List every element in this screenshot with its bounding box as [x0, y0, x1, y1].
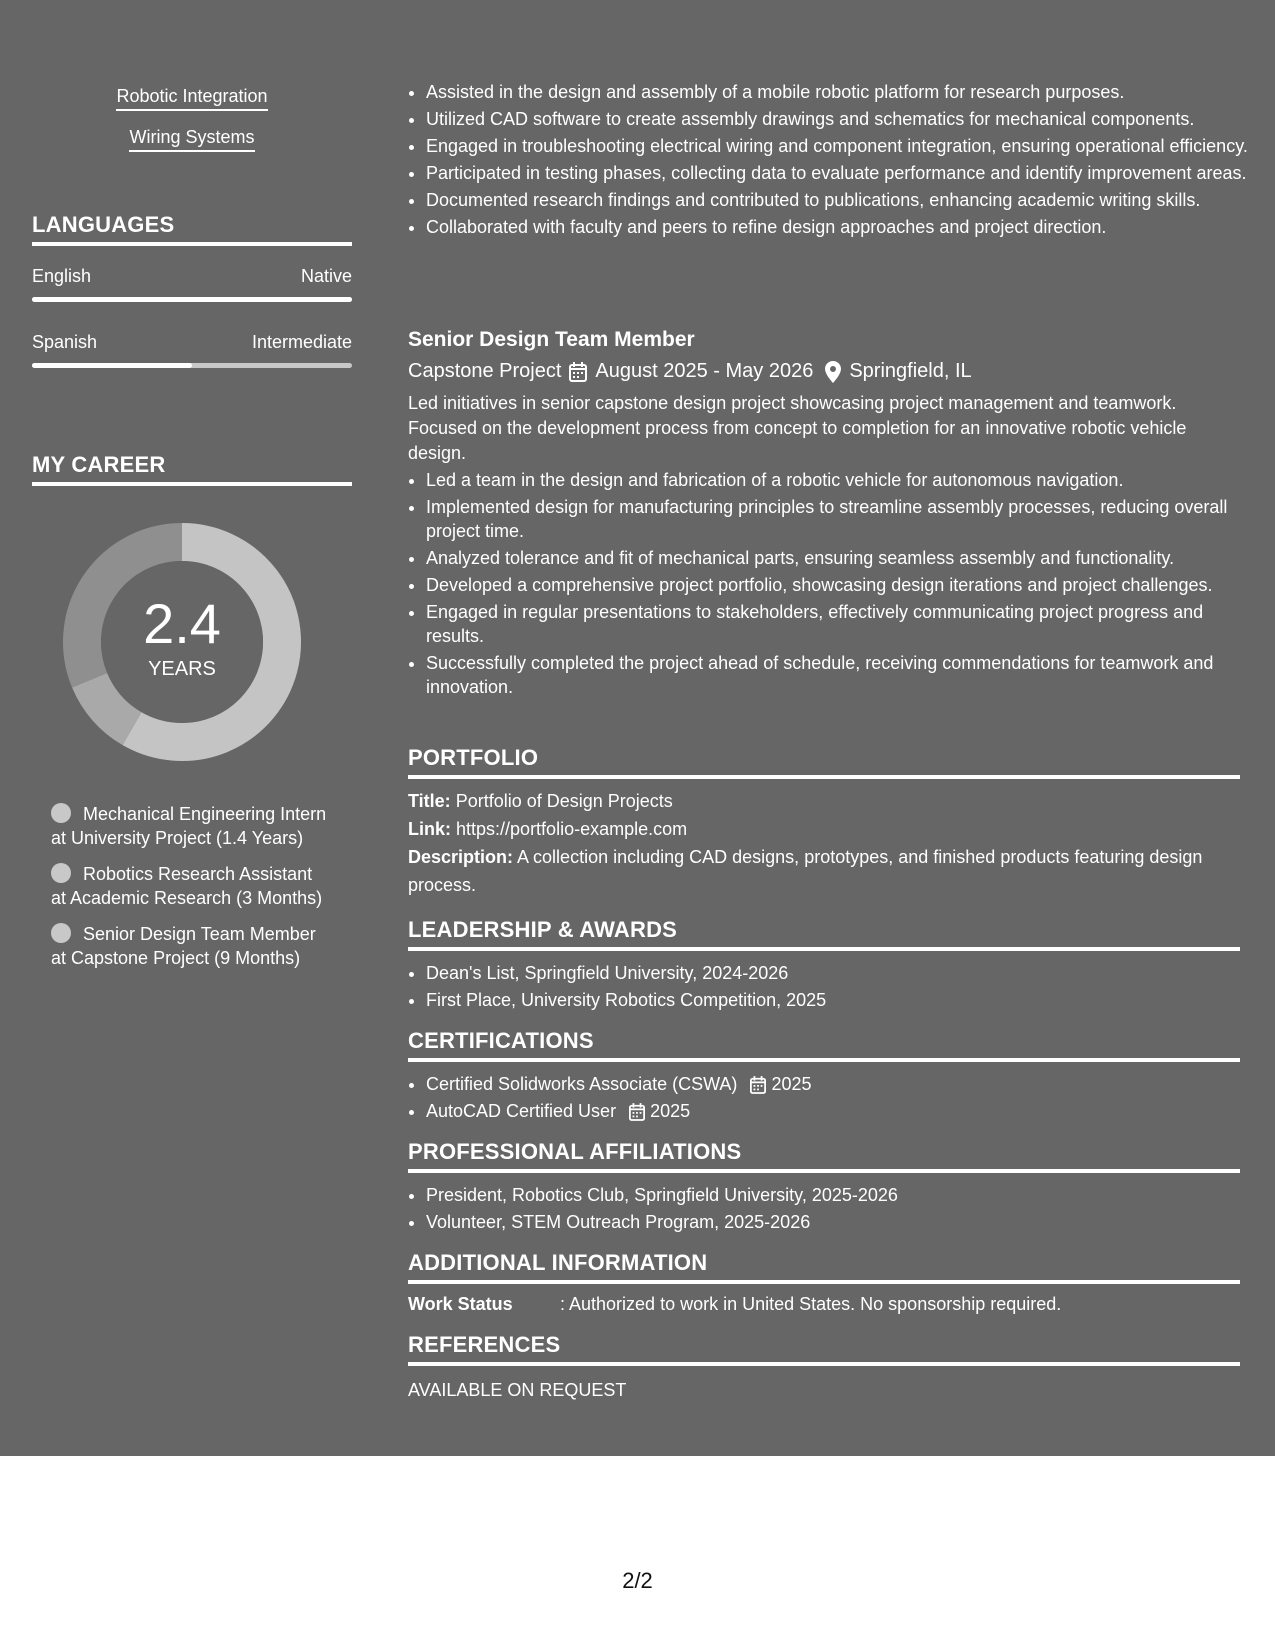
career-legend-item: Robotics Research Assistant at Academic Research (3 Months) [51, 864, 323, 908]
legend-dot [51, 803, 71, 823]
section-title: MY CAREER [32, 452, 352, 486]
list-item: • Certified Solidworks Associate (CSWA) 2025 [426, 1072, 1240, 1096]
skill-item: Wiring Systems [32, 127, 352, 152]
awards-section [408, 917, 1240, 1015]
work-status-row [408, 1294, 1240, 1315]
section-title: REFERENCES [408, 1332, 1240, 1366]
portfolio-link-row: Link: https://portfolio-example.com [408, 819, 688, 839]
job-entry [408, 328, 1240, 702]
list-item: • Participated in testing phases, collecting data to evaluate performance and identify improvement areas. [426, 161, 1258, 185]
list-item: • Developed a comprehensive project portfolio, showcasing design iterations and project challenges. [426, 573, 1240, 597]
job-location: Springfield, IL [849, 360, 972, 382]
page-number: 2/2 [622, 1568, 653, 1593]
languages-section [32, 212, 352, 368]
list-item: • Engaged in regular presentations to stakeholders, effectively communicating project progress and results. [426, 600, 1240, 648]
job-meta [408, 360, 1240, 383]
language-name: Spanish [32, 332, 98, 352]
section-title: PORTFOLIO [408, 745, 1240, 779]
section-title: ADDITIONAL INFORMATION [408, 1250, 1240, 1284]
career-donut [62, 522, 302, 762]
affiliations-section [408, 1139, 1240, 1237]
legend-dot [51, 863, 71, 883]
calendar-icon [750, 1076, 766, 1094]
list-item: • Engaged in troubleshooting electrical wiring and component integration, ensuring operational efficiency. [426, 134, 1258, 158]
list-item: • First Place, University Robotics Competition, 2025 [426, 988, 1240, 1012]
calendar-icon [629, 1103, 645, 1121]
list-item: • Documented research findings and contributed to publications, enhancing academic writing skills. [426, 188, 1258, 212]
research-bullets [408, 80, 1258, 242]
skills-list [32, 86, 352, 152]
list-item: • President, Robotics Club, Springfield University, 2025-2026 [426, 1183, 1240, 1207]
career-years-value: 2.4 [143, 592, 221, 655]
certifications-list [408, 1072, 1240, 1123]
career-section [32, 452, 352, 982]
career-years-label: YEARS [148, 658, 216, 680]
list-item: • Analyzed tolerance and fit of mechanical parts, ensuring seamless assembly and functionality. [426, 546, 1240, 570]
job-summary: Led initiatives in senior capstone design project showcasing project management and teamwork. Focused on the development process from concept to completion for an innovative robotic vehicle design. [408, 393, 1187, 463]
language-name: English [32, 266, 92, 286]
references-section [408, 1332, 1240, 1401]
references-value: AVAILABLE ON REQUEST [408, 1380, 627, 1400]
work-status-value: : Authorized to work in United States. No sponsorship required. [560, 1294, 1062, 1314]
language-item [32, 332, 352, 368]
job-company: Capstone Project [408, 360, 562, 382]
language-level-bar [32, 297, 352, 302]
list-item: • AutoCAD Certified User 2025 [426, 1099, 1240, 1123]
career-legend [51, 802, 331, 970]
list-item: • Volunteer, STEM Outreach Program, 2025-2026 [426, 1210, 1240, 1234]
portfolio-title-row: Title: Portfolio of Design Projects [408, 791, 673, 811]
work-status-label: Work Status [408, 1294, 513, 1314]
section-title: LEADERSHIP & AWARDS [408, 917, 1240, 951]
list-item: • Assisted in the design and assembly of a mobile robotic platform for research purposes. [426, 80, 1258, 104]
location-pin-icon [825, 361, 841, 383]
list-item: • Implemented design for manufacturing principles to streamline assembly processes, reducing overall project time. [426, 495, 1240, 543]
list-item: • Led a team in the design and fabrication of a robotic vehicle for autonomous navigation. [426, 468, 1240, 492]
list-item: • Collaborated with faculty and peers to refine design approaches and project direction. [426, 215, 1258, 239]
language-level-fill [32, 297, 352, 302]
list-item: • Successfully completed the project ahead of schedule, receiving commendations for teamwork and innovation. [426, 651, 1240, 699]
section-title: CERTIFICATIONS [408, 1028, 1240, 1062]
certifications-section [408, 1028, 1240, 1126]
legend-dot [51, 923, 71, 943]
career-legend-item: Senior Design Team Member at Capstone Project (9 Months) [51, 924, 316, 968]
portfolio-section [408, 745, 1240, 899]
awards-list [408, 961, 1240, 1012]
language-level-bar [32, 363, 352, 368]
language-level: Native [300, 266, 352, 286]
career-legend-item: Mechanical Engineering Intern at University Project (1.4 Years) [51, 804, 327, 848]
language-item [32, 266, 352, 302]
job-bullets [408, 468, 1240, 699]
portfolio-link[interactable]: https://portfolio-example.com [456, 819, 688, 839]
skill-item: Robotic Integration [32, 86, 352, 111]
section-title: LANGUAGES [32, 212, 352, 246]
job-dates: August 2025 - May 2026 [595, 360, 814, 382]
portfolio-description-row: Description: A collection including CAD designs, prototypes, and finished products featuring design process. [408, 847, 1203, 895]
language-level-fill [32, 363, 192, 368]
list-item: • Utilized CAD software to create assembly drawings and schematics for mechanical components. [426, 107, 1258, 131]
additional-section [408, 1250, 1240, 1315]
language-level: Intermediate [251, 332, 352, 352]
job-title: Senior Design Team Member [408, 328, 695, 351]
section-title: PROFESSIONAL AFFILIATIONS [408, 1139, 1240, 1173]
calendar-icon [569, 362, 587, 382]
list-item: • Dean's List, Springfield University, 2024-2026 [426, 961, 1240, 985]
affiliations-list [408, 1183, 1240, 1234]
